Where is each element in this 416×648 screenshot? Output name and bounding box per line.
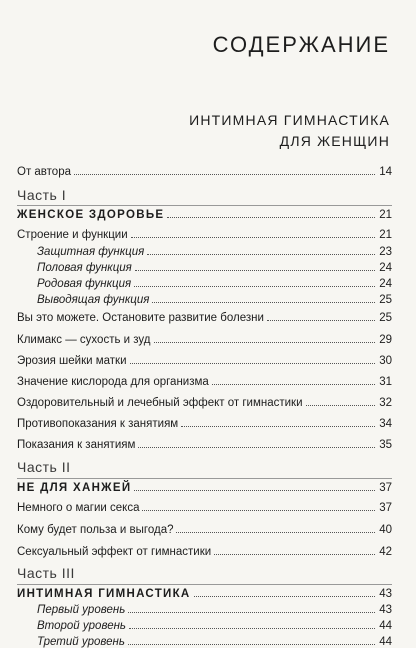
toc-chapter-2[interactable] — [17, 476, 392, 494]
part-heading-2: Часть II — [17, 459, 71, 475]
toc-entry-intro[interactable] — [17, 160, 392, 178]
leader-dots — [134, 489, 375, 491]
toc-entry-label: Родовая функция — [37, 278, 132, 290]
toc-entry-label: Значение кислорода для организма — [17, 376, 209, 388]
toc-entry-label: Противопоказания к занятиям — [17, 418, 179, 430]
toc-entry-page: 40 — [379, 524, 392, 536]
toc-entry[interactable] — [17, 391, 392, 409]
leader-dots — [135, 269, 375, 271]
toc-entry-page: 25 — [379, 312, 392, 324]
toc-chapter-label: НЕ ДЛЯ ХАНЖЕЙ — [17, 482, 132, 494]
toc-entry[interactable] — [17, 370, 392, 388]
leader-dots — [212, 383, 375, 385]
toc-entry-page: 24 — [379, 262, 392, 274]
leader-dots — [128, 643, 375, 645]
toc-entry-page: 32 — [379, 397, 392, 409]
toc-entry[interactable] — [17, 496, 392, 514]
toc-entry-label: Половая функция — [37, 262, 132, 274]
toc-entry-page: 43 — [379, 604, 392, 616]
leader-dots — [142, 509, 375, 511]
leader-dots — [214, 553, 375, 555]
toc-entry-label: Климакс — сухость и зуд — [17, 334, 151, 346]
toc-entry-label: Показания к занятиям — [17, 439, 136, 451]
toc-entry-page: 35 — [379, 439, 392, 451]
toc-entry-label: Оздоровительный и лечебный эффект от гимнастики — [17, 397, 303, 409]
toc-entry-label: Защитная функция — [37, 246, 145, 258]
leader-dots — [129, 627, 375, 629]
toc-entry-page: 42 — [379, 546, 392, 558]
table-of-contents — [17, 0, 392, 646]
leader-dots — [167, 216, 375, 218]
toc-entry-page: 24 — [379, 278, 392, 290]
leader-dots — [194, 595, 375, 597]
toc-entry[interactable] — [17, 433, 392, 451]
leader-dots — [181, 425, 375, 427]
leader-dots — [306, 404, 376, 406]
leader-dots — [131, 236, 375, 238]
toc-entry-page: 37 — [379, 502, 392, 514]
part-heading-3: Часть III — [17, 565, 75, 581]
toc-entry[interactable] — [17, 328, 392, 346]
leader-dots — [134, 285, 375, 287]
leader-dots — [267, 319, 375, 321]
toc-entry[interactable] — [17, 412, 392, 430]
toc-chapter-1[interactable] — [17, 203, 392, 221]
toc-chapter-label: ЖЕНСКОЕ ЗДОРОВЬЕ — [17, 209, 165, 221]
toc-subentry[interactable] — [17, 630, 392, 648]
toc-entry-page: 29 — [379, 334, 392, 346]
leader-dots — [176, 531, 375, 533]
toc-entry-page: 25 — [379, 294, 392, 306]
leader-dots — [152, 301, 375, 303]
toc-entry-page: 30 — [379, 355, 392, 367]
toc-entry-label: Строение и функции — [17, 229, 128, 241]
toc-entry[interactable] — [17, 540, 392, 558]
subtitle-line-2: ДЛЯ ЖЕНЩИН — [279, 133, 390, 149]
toc-entry-label: От автора — [17, 166, 71, 178]
leader-dots — [154, 341, 376, 343]
toc-entry-page: 23 — [379, 246, 392, 258]
leader-dots — [130, 362, 375, 364]
toc-entry-page: 37 — [379, 482, 392, 494]
toc-entry-label: Сексуальный эффект от гимнастики — [17, 546, 212, 558]
leader-dots — [128, 611, 375, 613]
page-title: СОДЕРЖАНИЕ — [212, 32, 390, 57]
toc-entry-page: 43 — [379, 588, 392, 600]
leader-dots — [147, 253, 375, 255]
toc-entry-label: Кому будет польза и выгода? — [17, 524, 174, 536]
toc-entry-page: 21 — [379, 209, 392, 221]
toc-entry-label: Третий уровень — [37, 636, 125, 648]
toc-entry[interactable] — [17, 306, 392, 324]
toc-subentry[interactable] — [17, 288, 392, 306]
toc-entry-label: Немного о магии секса — [17, 502, 140, 514]
toc-entry[interactable] — [17, 223, 392, 241]
part-heading-1: Часть I — [17, 187, 67, 203]
toc-entry-label: Вы это можете. Остановите развитие болезни — [17, 312, 264, 324]
toc-entry[interactable] — [17, 518, 392, 536]
toc-entry-page: 34 — [379, 418, 392, 430]
toc-entry[interactable] — [17, 349, 392, 367]
toc-chapter-label: ИНТИМНАЯ ГИМНАСТИКА — [17, 588, 191, 600]
toc-entry-page: 14 — [379, 166, 392, 178]
toc-entry-label: Эрозия шейки матки — [17, 355, 127, 367]
toc-entry-page: 44 — [379, 620, 392, 632]
toc-entry-label: Второй уровень — [37, 620, 126, 632]
subtitle-line-1: ИНТИМНАЯ ГИМНАСТИКА — [189, 112, 390, 128]
toc-entry-page: 44 — [379, 636, 392, 648]
toc-entry-label: Первый уровень — [37, 604, 126, 616]
toc-entry-label: Выводящая функция — [37, 294, 150, 306]
leader-dots — [138, 446, 375, 448]
toc-entry-page: 21 — [379, 229, 392, 241]
leader-dots — [74, 173, 375, 175]
toc-entry-page: 31 — [379, 376, 392, 388]
